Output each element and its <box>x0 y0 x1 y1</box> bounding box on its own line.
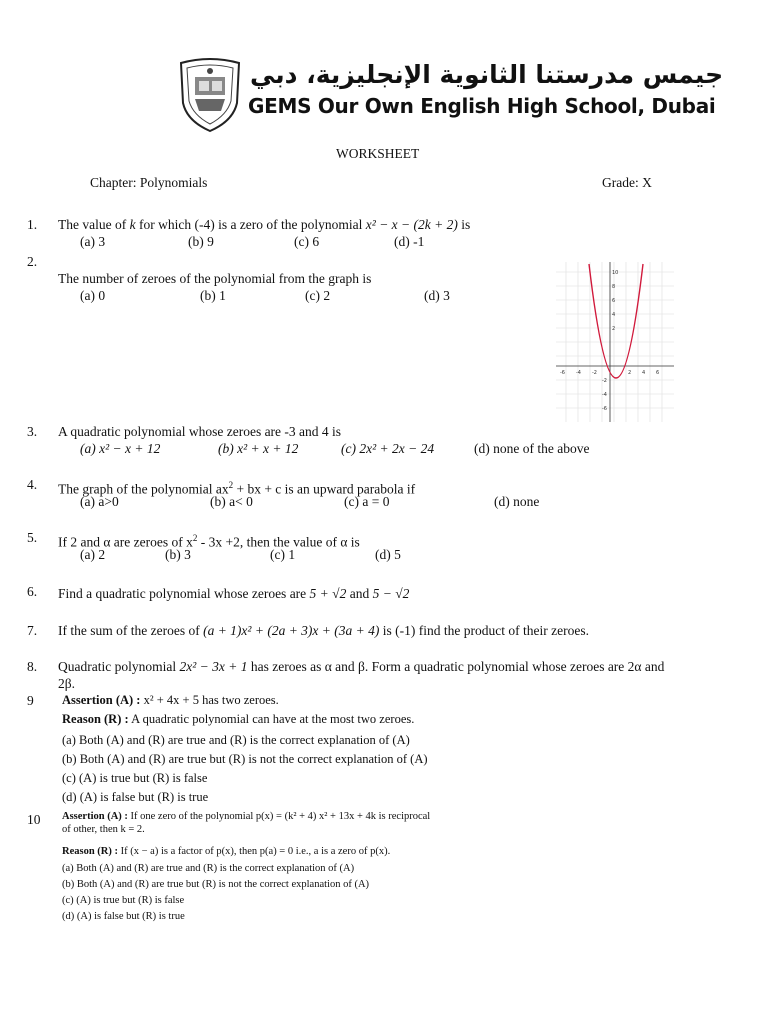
question-number: 6. <box>27 584 38 599</box>
option: (c) (A) is true but (R) is false <box>62 771 208 785</box>
option: (a) x² − x + 12 <box>80 441 161 456</box>
option: (c) (A) is true but (R) is false <box>62 895 185 906</box>
assertion-cont: of other, then k = 2. <box>62 824 145 835</box>
text: x² + 4x + 5 has two zeroes. <box>140 693 279 707</box>
option: (b) 3 <box>165 547 191 562</box>
option: (c) a = 0 <box>344 494 390 509</box>
option: (a) Both (A) and (R) are true and (R) is the correct explanation of (A) <box>62 733 410 747</box>
reason <box>62 712 414 727</box>
y-tick-label: 8 <box>612 284 616 290</box>
question-number: 4. <box>27 477 38 492</box>
y-tick-label: -2 <box>602 378 607 384</box>
superscript: 2 <box>192 533 198 543</box>
x-tick-label: -2 <box>592 370 597 376</box>
text: for which (-4) is a zero of the polynomial <box>135 217 366 232</box>
text: and <box>346 586 373 601</box>
worksheet-title: WORKSHEET <box>336 146 420 161</box>
option: (a) a>0 <box>80 494 119 509</box>
math: (a + 1)x² + (2a + 3)x + (3a + 4) <box>203 623 380 638</box>
y-tick-label: 2 <box>612 326 616 332</box>
question-number: 1. <box>27 217 38 232</box>
reason-label: Reason (R) : <box>62 712 129 726</box>
text: A quadratic polynomial can have at the most two zeroes. <box>128 712 415 726</box>
text: + bx + c is an upward parabola if <box>233 481 416 497</box>
option: (b) Both (A) and (R) are true but (R) is not the correct explanation of (A) <box>62 752 428 766</box>
reason-label: Reason (R) : <box>62 846 118 857</box>
option: (d) none <box>494 494 540 509</box>
math: x² − x − (2k + 2) <box>365 217 458 232</box>
option: (c) 2x² + 2x − 24 <box>341 441 435 456</box>
question-7-text <box>58 623 589 639</box>
question-number: 8. <box>27 659 38 674</box>
option: (a) 0 <box>80 288 106 303</box>
option: (c) 2 <box>305 288 331 303</box>
assertion <box>62 693 279 708</box>
text: If (x − a) is a factor of p(x), then p(a) = 0 i.e., a is a zero of p(x). <box>118 846 391 857</box>
x-tick-label: -6 <box>560 370 565 376</box>
text: Quadratic polynomial <box>58 659 180 674</box>
y-tick-label: -6 <box>602 406 607 412</box>
parabola-curve <box>589 264 646 378</box>
question-6-text <box>58 586 409 602</box>
x-tick-label: 6 <box>656 370 660 376</box>
text: The value of <box>58 217 130 232</box>
option: (a) 2 <box>80 547 106 562</box>
chapter-label: Chapter: Polynomials <box>90 175 208 190</box>
text: - 3x +2, then the value of α is <box>197 534 360 550</box>
text: is <box>457 217 471 232</box>
text: has zeroes as α and β. Form a quadratic polynomial whose zeroes are 2α and <box>247 659 665 674</box>
option: (a) 3 <box>80 234 106 249</box>
option: (d) none of the above <box>474 441 590 456</box>
y-tick-label: 4 <box>612 312 616 318</box>
option: (c) 6 <box>294 234 320 249</box>
school-name-arabic: جيمس مدرستنا الثانوية الإنجليزية، دبي <box>250 60 724 89</box>
assertion <box>62 810 430 824</box>
question-number: 3. <box>27 424 38 439</box>
option: (a) Both (A) and (R) are true and (R) is the correct explanation of (A) <box>62 863 355 874</box>
question-3-text: A quadratic polynomial whose zeroes are -3 and 4 is <box>58 424 342 439</box>
text: is (-1) find the product of their zeroes. <box>379 623 589 638</box>
option: (b) x² + x + 12 <box>218 441 299 456</box>
assertion-label: Assertion (A) : <box>62 811 128 822</box>
question-number: 9 <box>27 693 34 708</box>
text: If 2 and α are zeroes of x <box>58 534 193 550</box>
x-tick-label: 2 <box>628 370 632 376</box>
school-crest-logo <box>175 55 245 133</box>
math: k <box>129 217 136 232</box>
option: (d) (A) is false but (R) is true <box>62 790 209 804</box>
assertion-label: Assertion (A) : <box>62 693 141 707</box>
reason <box>62 845 390 859</box>
y-tick-label: 6 <box>612 298 616 304</box>
grade-label: Grade: X <box>602 175 652 190</box>
text: If one zero of the polynomial p(x) = (k² + 4) x² + 13x + 4k is reciprocal <box>127 811 431 822</box>
question-8-text <box>58 659 664 675</box>
option: (d) 3 <box>424 288 450 303</box>
option: (d) (A) is false but (R) is true <box>62 911 185 922</box>
question-number: 7. <box>27 623 38 638</box>
x-tick-label: 4 <box>642 370 646 376</box>
question-number: 5. <box>27 530 38 545</box>
question-number: 10 <box>27 812 41 827</box>
question-number: 2. <box>27 254 38 269</box>
school-name-english: GEMS Our Own English High School, Dubai <box>248 94 716 118</box>
question-1-text <box>58 217 470 233</box>
math: 5 − √2 <box>372 586 410 601</box>
text: The graph of the polynomial ax <box>58 481 229 497</box>
question-2-text: The number of zeroes of the polynomial from the graph is <box>58 271 372 286</box>
superscript: 2 <box>228 480 234 490</box>
option: (b) Both (A) and (R) are true but (R) is not the correct explanation of (A) <box>62 879 370 890</box>
option: (b) a< 0 <box>210 494 253 509</box>
option: (b) 9 <box>188 234 214 249</box>
parabola-graph <box>556 262 674 422</box>
option: (c) 1 <box>270 547 296 562</box>
x-tick-label: -4 <box>576 370 581 376</box>
option: (d) 5 <box>375 547 401 562</box>
y-tick-label: 10 <box>612 270 619 276</box>
text: If the sum of the zeroes of <box>58 623 204 638</box>
math: 2x² − 3x + 1 <box>179 659 248 674</box>
y-tick-label: -4 <box>602 392 607 398</box>
text: Find a quadratic polynomial whose zeroes are <box>58 586 310 601</box>
option: (d) -1 <box>394 234 425 249</box>
question-8-text-cont: 2β. <box>58 676 75 691</box>
math: 5 + √2 <box>309 586 347 601</box>
option: (b) 1 <box>200 288 226 303</box>
